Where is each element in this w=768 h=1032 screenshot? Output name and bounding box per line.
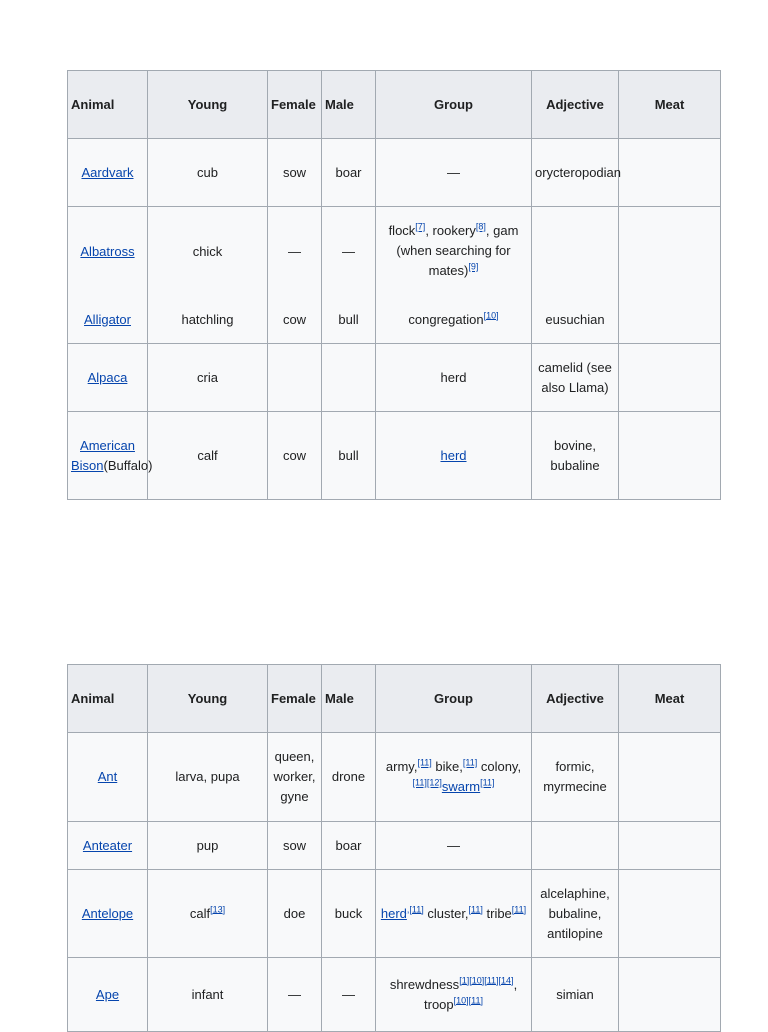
reference-link[interactable]: [8] — [475, 221, 486, 232]
male-cell: — — [322, 958, 376, 1032]
reference-link[interactable]: [11] — [480, 777, 495, 788]
animal-link-ape[interactable]: Ape — [95, 986, 120, 1002]
group-cell — [376, 733, 532, 822]
adjective-cell: eusuchian — [532, 297, 619, 344]
group-text: , gam (when searching for mates) — [396, 223, 519, 278]
adjective-cell — [532, 207, 619, 297]
male-cell: boar — [322, 822, 376, 870]
header-group: Group — [376, 665, 532, 733]
group-cell: herd — [376, 344, 532, 412]
reference-link[interactable]: [13] — [210, 904, 226, 915]
group-cell: — — [376, 822, 532, 870]
group-cell — [376, 412, 532, 500]
group-text: congregation — [408, 311, 484, 327]
animal-table-1 — [67, 70, 721, 500]
adjective-cell: alcelaphine, bubaline, antilopine — [532, 870, 619, 958]
animal-text: (Buffalo) — [103, 457, 153, 473]
reference-link[interactable]: [9] — [468, 261, 479, 272]
animal-cell — [68, 733, 148, 822]
reference-link[interactable]: [11] — [468, 904, 483, 915]
header-adjective: Adjective — [532, 665, 619, 733]
header-group: Group — [376, 71, 532, 139]
meat-cell — [619, 207, 721, 297]
young-cell: chick — [148, 207, 268, 297]
group-link-herd[interactable]: herd — [440, 447, 467, 463]
table-row — [68, 958, 721, 1032]
male-cell: buck — [322, 870, 376, 958]
reference-link[interactable]: [11] — [511, 904, 527, 915]
male-cell — [322, 344, 376, 412]
header-row — [68, 71, 721, 139]
reference-link[interactable]: [1][10][11][14] — [459, 975, 514, 986]
group-text: army, — [385, 759, 418, 774]
young-cell — [148, 870, 268, 958]
male-cell: drone — [322, 733, 376, 822]
header-meat: Meat — [619, 71, 721, 139]
table-row — [68, 139, 721, 207]
animal-cell — [68, 207, 148, 297]
group-link-herd[interactable]: herd — [380, 905, 407, 921]
adjective-cell: bovine, bubaline — [532, 412, 619, 500]
female-cell: — — [268, 207, 322, 297]
header-female: Female — [268, 665, 322, 733]
female-cell: cow — [268, 297, 322, 344]
meat-cell — [619, 822, 721, 870]
animal-link-aardvark[interactable]: Aardvark — [81, 164, 134, 180]
animal-table-2 — [67, 664, 721, 1032]
reference-link[interactable]: [10][11] — [453, 995, 483, 1006]
header-male: Male — [322, 665, 376, 733]
table-row — [68, 297, 721, 344]
group-text: , rookery — [425, 223, 476, 238]
table-row — [68, 412, 721, 500]
young-cell: infant — [148, 958, 268, 1032]
reference-link[interactable]: [11] — [462, 757, 478, 768]
header-adjective: Adjective — [532, 71, 619, 139]
meat-cell — [619, 297, 721, 344]
header-row — [68, 665, 721, 733]
table-row — [68, 870, 721, 958]
reference-link[interactable]: [7] — [415, 221, 426, 232]
group-text: tribe — [482, 905, 512, 921]
female-cell: doe — [268, 870, 322, 958]
animal-link-anteater[interactable]: Anteater — [82, 837, 133, 853]
female-cell: sow — [268, 139, 322, 207]
group-text: , troop — [424, 976, 518, 1012]
meat-cell — [619, 870, 721, 958]
group-cell — [376, 958, 532, 1032]
adjective-cell: simian — [532, 958, 619, 1032]
young-cell: hatchling — [148, 297, 268, 344]
table-row — [68, 733, 721, 822]
meat-cell — [619, 344, 721, 412]
table-row — [68, 207, 721, 297]
header-female: Female — [268, 71, 322, 139]
reference-link[interactable]: [10] — [483, 310, 499, 321]
group-text: bike, — [431, 759, 463, 774]
meat-cell — [619, 139, 721, 207]
animal-link-albatross[interactable]: Albatross — [80, 243, 135, 259]
meat-cell — [619, 958, 721, 1032]
group-link-swarm[interactable]: swarm — [441, 779, 481, 794]
female-cell: — — [268, 958, 322, 1032]
animal-link-antelope[interactable]: Antelope — [81, 905, 134, 921]
animal-cell — [68, 344, 148, 412]
group-text: flock — [388, 223, 416, 238]
adjective-cell: formic, myrmecine — [532, 733, 619, 822]
meat-cell — [619, 733, 721, 822]
header-young: Young — [148, 665, 268, 733]
animal-link-ant[interactable]: Ant — [97, 769, 118, 784]
male-cell: bull — [322, 297, 376, 344]
male-cell: — — [322, 207, 376, 297]
female-cell — [268, 344, 322, 412]
animal-cell — [68, 958, 148, 1032]
table-row — [68, 344, 721, 412]
group-cell — [376, 870, 532, 958]
reference-link[interactable]: ,[11] — [406, 904, 424, 915]
reference-link[interactable]: [11][12] — [412, 777, 442, 788]
group-cell — [376, 207, 532, 297]
header-male: Male — [322, 71, 376, 139]
animal-cell — [68, 870, 148, 958]
young-cell: calf — [148, 412, 268, 500]
young-cell: pup — [148, 822, 268, 870]
young-text: calf — [189, 905, 211, 921]
animal-cell — [68, 822, 148, 870]
female-cell: queen, worker, gyne — [268, 733, 322, 822]
adjective-cell: camelid (see also Llama) — [532, 344, 619, 412]
male-cell: bull — [322, 412, 376, 500]
group-text: shrewdness — [389, 976, 460, 992]
animal-link-american-bison[interactable]: American Bison — [71, 437, 135, 473]
animal-link-alpaca[interactable]: Alpaca — [87, 369, 128, 385]
adjective-cell — [532, 822, 619, 870]
group-cell — [376, 297, 532, 344]
animal-link-alligator[interactable]: Alligator — [84, 311, 131, 327]
header-animal: Animal — [68, 71, 148, 139]
male-cell: boar — [322, 139, 376, 207]
animal-cell — [68, 139, 148, 207]
female-cell: sow — [268, 822, 322, 870]
young-cell: cria — [148, 344, 268, 412]
header-animal: Animal — [68, 665, 148, 733]
meat-cell — [619, 412, 721, 500]
reference-link[interactable]: [11] — [417, 757, 432, 768]
group-text: colony, — [477, 759, 522, 774]
animal-cell — [68, 412, 153, 500]
young-cell: larva, pupa — [148, 733, 268, 822]
group-cell: — — [376, 139, 532, 207]
female-cell: cow — [268, 412, 322, 500]
young-cell: cub — [148, 139, 268, 207]
table-row — [68, 822, 721, 870]
animal-cell — [68, 297, 148, 344]
header-meat: Meat — [619, 665, 721, 733]
adjective-cell: orycteropodian — [532, 139, 619, 207]
header-young: Young — [148, 71, 268, 139]
group-text: cluster, — [423, 905, 469, 921]
